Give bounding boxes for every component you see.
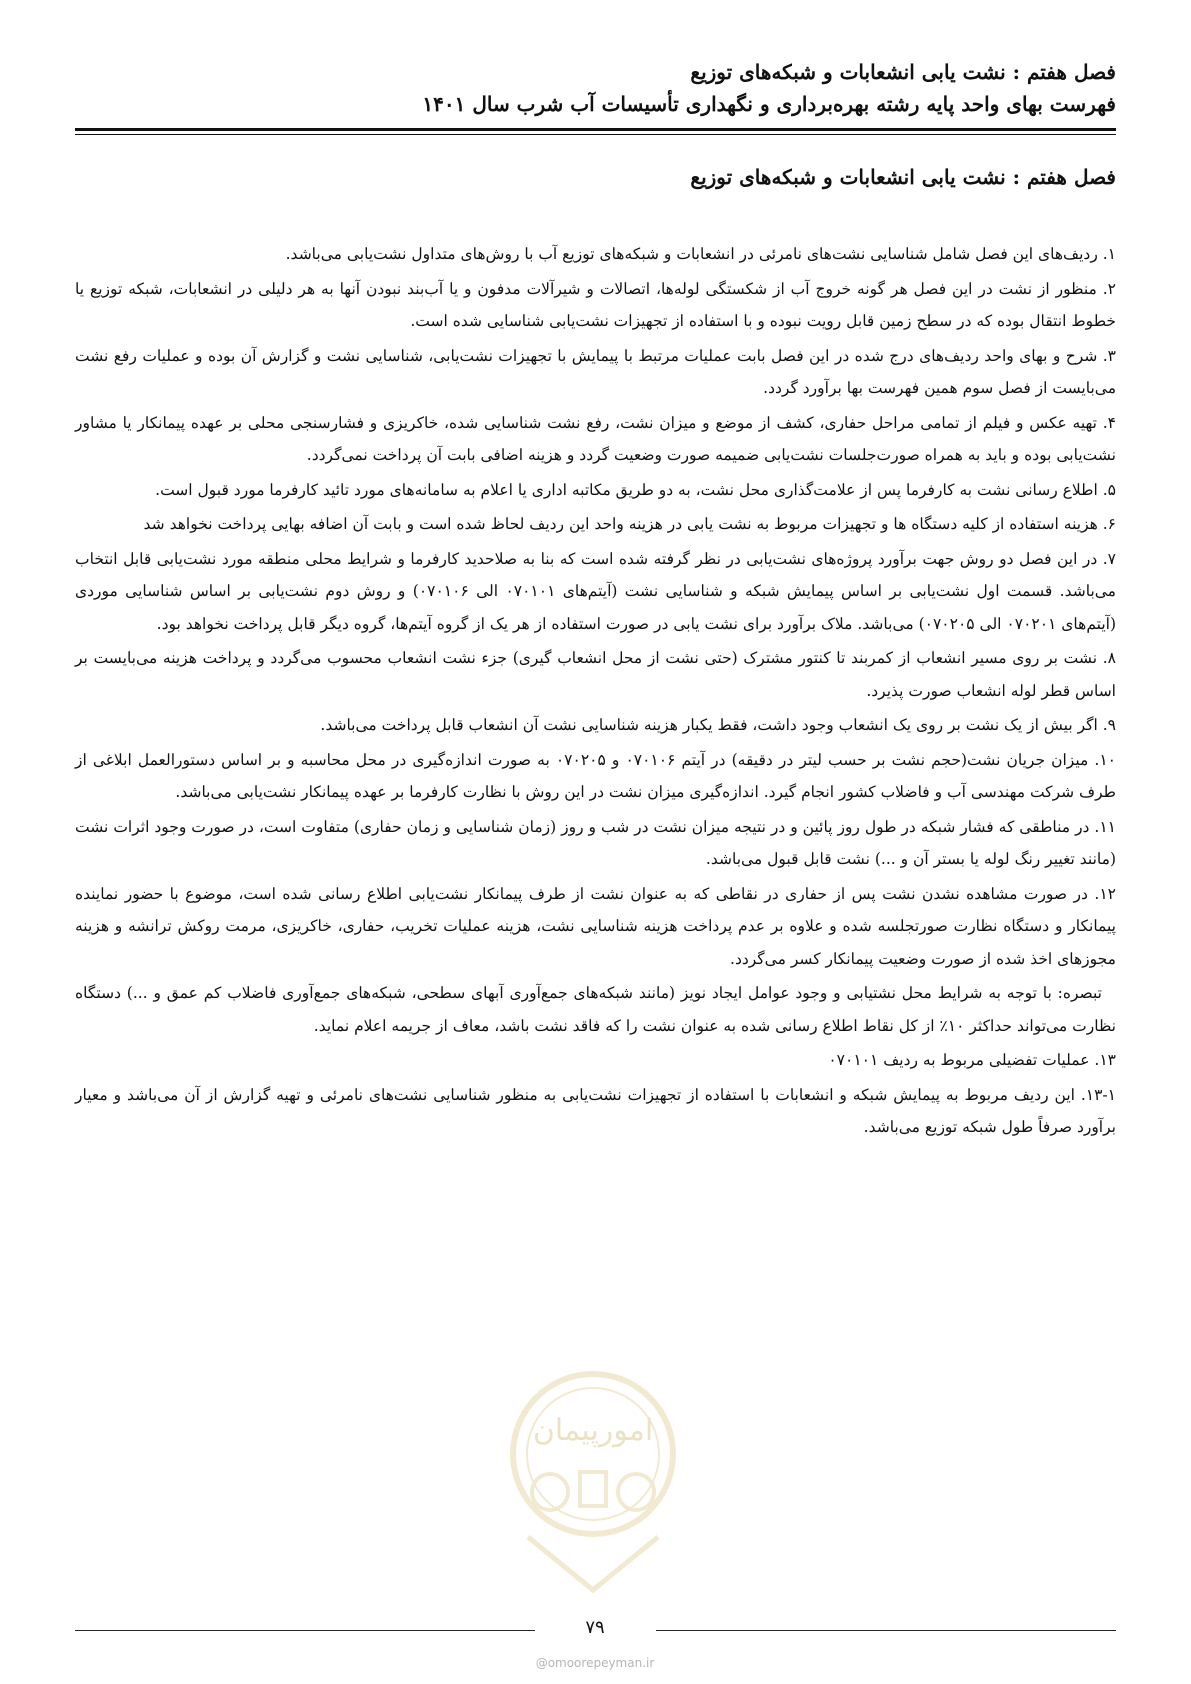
paragraph-5: ۵. اطلاع رسانی نشت به کارفرما پس از علامت‌گذاری محل نشت، به دو طریق مکاتبه اداری یا اعلام به سامانه‌های مورد تائید کارفرما مورد قبول است. — [155, 480, 1116, 499]
paragraph-12: ۱۲. در صورت مشاهده نشدن نشت پس از حفاری در نقاطی که به عنوان نشت از طرف پیمانکار نشت‌یابی اطلاع رسانی شده است، موضوع با حضور نماینده پیمانکار و دستگاه نظارت صورتجلسه شده و علاوه بر عدم پرداخت هزینه شناسایی نشت، هزینه عملیات تخریب، حفاری، خاکریزی، مرمت روکش ترانشه و هزینه مجوزهای اخذ شده از صورت وضعیت پیمانکار کسر می‌گردد. — [75, 884, 1116, 968]
watermark-seal-icon — [488, 1362, 698, 1602]
paragraph-3: ۳. شرح و بهای واحد ردیف‌های درج شده در این فصل بابت عملیات مرتبط با پیمایش با تجهیزات نشت‌یابی، شناسایی نشت و گزارش آن بوده و عملیات رفع نشت می‌بایست از فصل سوم همین فهرست بها برآورد گردد. — [75, 346, 1116, 397]
section-title: فصل هفتم : نشت یابی انشعابات و شبکه‌های توزیع — [690, 165, 1116, 189]
page-number: ۷۹ — [585, 1617, 605, 1638]
paragraph-2: ۲. منظور از نشت در این فصل هر گونه خروج آب از شکستگی لوله‌ها، اتصالات و شیرآلات مدفون و یا آب‌بند نبودن آنها به هر دلیلی در انشعابات، شبکه توزیع یا خطوط انتقال بوده که در سطح زمین قابل رویت نبوده و با استفاده از تجهیزات نشت‌یابی شناسایی شده است. — [75, 279, 1116, 330]
paragraph-13: ۱۳. عملیات تفضیلی مربوط به ردیف ۰۷۰۱۰۱ — [828, 1051, 1116, 1069]
paragraph-9: ۹. اگر بیش از یک نشت بر روی یک انشعاب وجود داشت، فقط یکبار هزینه شناسایی نشت آن انشعاب قابل پرداخت می‌باشد. — [320, 716, 1116, 734]
paragraph-1: ۱. ردیف‌های این فصل شامل شناسایی نشت‌های نامرئی در انشعابات و شبکه‌های توزیع آب با روش‌های متداول نشت‌یابی می‌باشد. — [285, 245, 1116, 263]
footer-divider-right — [656, 1630, 1116, 1631]
paragraph-10: ۱۰. میزان جریان نشت(حجم نشت بر حسب لیتر در دقیقه) در آیتم ۰۷۰۱۰۶ و ۰۷۰۲۰۵ به صورت اندازه‌گیری در محل محاسبه و بر اساس دستورالعمل ابلاغی از طرف شرکت مهندسی آب و فاضلاب کشور انجام گیرد. اندازه‌گیری میزان نشت در این روش با نظارت کارفرما بر عهده پیمانکار نشت‌یابی می‌باشد. — [75, 750, 1116, 801]
footer-site-watermark: @omoorepeyman.ir — [535, 1656, 655, 1670]
watermark-text: امورپیمان — [532, 1413, 654, 1448]
header-chapter-title: فصل هفتم : نشت یابی انشعابات و شبکه‌های توزیع — [690, 60, 1116, 84]
paragraph-note: تبصره: با توجه به شرایط محل نشتیابی و وجود عوامل ایجاد نویز (مانند شبکه‌های جمع‌آوری آبهای سطحی، شبکه‌های جمع‌آوری فاضلاب کم عمق و ...) دستگاه نظارت می‌تواند حداکثر ۱۰٪ از کل نقاط اطلاع رسانی شده به عنوان نشت را که فاقد نشت باشد، معاف از جریمه اعلام نماید. — [75, 984, 1116, 1035]
footer-divider-left — [75, 1630, 535, 1631]
header-divider — [75, 128, 1116, 135]
paragraph-6: ۶. هزینه استفاده از کلیه دستگاه ها و تجهیزات مربوط به نشت یابی در هزینه واحد این ردیف لحاظ شده است و بابت آن اضافه بهایی پرداخت نخواهد شد — [143, 515, 1116, 533]
page-header — [75, 56, 1116, 120]
paragraph-8: ۸. نشت بر روی مسیر انشعاب از کمربند تا کنتور مشترک (حتی نشت از محل انشعاب گیری) جزء نشت انشعاب محسوب می‌گردد و پرداخت هزینه می‌بایست بر اساس قطر لوله انشعاب صورت پذیرد. — [75, 649, 1116, 700]
paragraph-4: ۴. تهیه عکس و فیلم از تمامی مراحل حفاری، کشف از موضع و میزان نشت، رفع نشت شناسایی شده، خاکریزی و فشارسنجی محلی بر عهده پیمانکار یا مشاور نشت‌یابی بوده و باید به همراه صورت‌جلسات نشت‌یابی ضمیمه صورت وضعیت گردد و هزینه اضافی بابت آن پرداخت نمی‌گردد. — [75, 413, 1116, 464]
document-body — [75, 238, 1116, 1146]
paragraph-13-1: ۱۳-۱. این ردیف مربوط به پیمایش شبکه و انشعابات با استفاده از تجهیزات نشت‌یابی به منظور شناسایی نشت‌های نامرئی و تهیه گزارش از آن می‌باشد و معیار برآورد صرفاً طول شبکه توزیع می‌باشد. — [75, 1085, 1116, 1136]
header-catalog-title: فهرست بهای واحد پایه رشته بهره‌برداری و نگهداری تأسیسات آب شرب سال ۱۴۰۱ — [422, 92, 1116, 116]
paragraph-7: ۷. در این فصل دو روش جهت برآورد پروژه‌های نشت‌یابی در نظر گرفته شده است که بنا به صلاحدید کارفرما و شرایط محلی منطقه مورد نشت‌یابی قابل انتخاب می‌باشد. قسمت اول نشت‌یابی بر اساس پیمایش شبکه و شناسایی نشت (آیتم‌های ۰۷۰۱۰۱ الی ۰۷۰۱۰۶) و روش دوم نشت‌یابی بر اساس شناسایی موردی (آیتم‌های ۰۷۰۲۰۱ الی ۰۷۰۲۰۵) می‌باشد. ملاک برآورد برای نشت یابی در صورت استفاده از هر یک از گروه آیتم‌ها، گروه دیگر قابل پرداخت نخواهد بود. — [75, 549, 1116, 633]
paragraph-11: ۱۱. در مناطقی که فشار شبکه در طول روز پائین و در نتیجه میزان نشت در شب و روز (زمان شناسایی و زمان حفاری) متفاوت است، در صورت وجود اثرات نشت (مانند تغییر رنگ لوله یا بستر آن و ...) نشت قابل قبول می‌باشد. — [75, 817, 1116, 868]
